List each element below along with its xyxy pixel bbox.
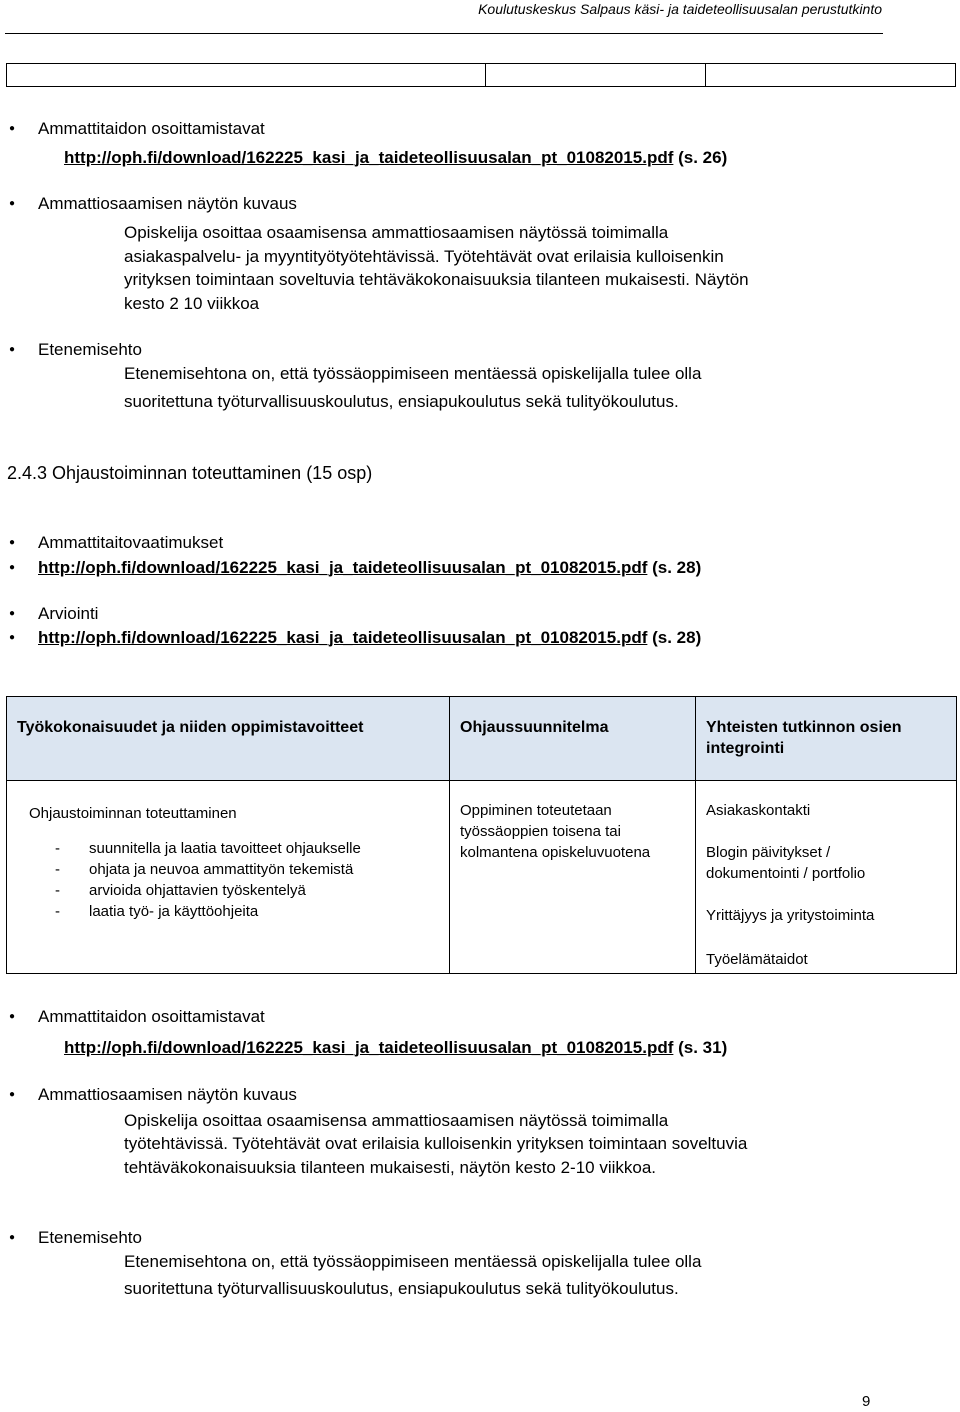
list-item: - arvioida ohjattavien työskentelyä [55, 882, 306, 899]
list-item: - laatia työ- ja käyttöohjeita [55, 903, 259, 920]
integrointi-item: Asiakaskontakti [706, 802, 811, 819]
tyokokonaisuudet-table [6, 696, 957, 974]
nayton-kuvaus-heading: Ammattiosaamisen näytön kuvaus [38, 1085, 297, 1104]
table-header-row [7, 697, 957, 781]
nayton-kuvaus-line: Opiskelija osoittaa osaamisensa ammattiosaamisen näytössä toimimalla [124, 223, 669, 242]
table-cell [696, 781, 957, 974]
etenemisehto-heading: Etenemisehto [38, 1228, 142, 1247]
section-title: 2.4.3 Ohjaustoiminnan toteuttaminen (15 osp) [7, 463, 373, 483]
page-number: 9 [862, 1393, 871, 1410]
page-reference: (s. 28) [647, 628, 702, 647]
page-reference: (s. 31) [673, 1038, 728, 1057]
nayton-kuvaus-line: Opiskelija osoittaa osaamisensa ammattiosaamisen näytössä toimimalla [124, 1111, 669, 1130]
nayton-kuvaus-line: kesto 2 10 viikkoa [124, 294, 260, 313]
column-header: Yhteisten tutkinnon osien integrointi [706, 719, 902, 757]
nayton-kuvaus-heading: Ammattiosaamisen näytön kuvaus [38, 194, 297, 213]
list-dash: - [55, 840, 60, 857]
top-table-separator [705, 64, 706, 86]
page-reference: (s. 28) [647, 558, 702, 577]
nayton-kuvaus-line: työtehtävissä. Työtehtävät ovat erilaisia kulloisenkin yrityksen toimintaan soveltuvia [124, 1134, 748, 1153]
bullet-icon: ● [9, 1011, 16, 1022]
ammattitaitovaatimukset-link-line [38, 556, 701, 579]
ohjaussuunnitelma-text: Oppiminen toteutetaan työssäoppien toisena tai kolmantena opiskeluvuotena [460, 802, 651, 861]
table-row [7, 781, 957, 974]
objectives-list [7, 824, 449, 922]
top-table-row [6, 63, 956, 87]
top-table-separator [485, 64, 486, 86]
etenemisehto-line: suoritettuna työturvallisuuskoulutus, ensiapukoulutus sekä tulityökoulutus. [124, 392, 679, 411]
oph-pdf-link[interactable]: http://oph.fi/download/162225_kasi_ja_taideteollisuusalan_pt_01082015.pdf [38, 558, 648, 577]
ammattitaitovaatimukset-heading: Ammattitaitovaatimukset [38, 533, 224, 552]
oph-pdf-link[interactable]: http://oph.fi/download/162225_kasi_ja_taideteollisuusalan_pt_01082015.pdf [64, 148, 674, 167]
table-cell [450, 781, 696, 974]
page-reference: (s. 26) [673, 148, 728, 167]
column-header: Työkokonaisuudet ja niiden oppimistavoitteet [17, 719, 364, 736]
bullet-icon: ● [9, 537, 16, 548]
nayton-kuvaus-line: tehtäväkokonaisuuksia tilanteen mukaisesti, näytön kesto 2-10 viikkoa. [124, 1158, 657, 1177]
bullet-icon: ● [9, 123, 16, 134]
list-dash: - [55, 903, 60, 920]
nayton-kuvaus-line: asiakaspalvelu- ja myyntityötyötehtävissä. Työtehtävät ovat erilaisia kulloisenkin [124, 247, 724, 266]
integrointi-item: Blogin päivitykset / dokumentointi / portfolio [706, 844, 866, 882]
list-dash: - [55, 861, 60, 878]
bullet-icon: ● [9, 562, 16, 573]
bullet-icon: ● [9, 608, 16, 619]
arviointi-link-line [38, 626, 701, 649]
table-header-cell [450, 697, 696, 781]
list-item: - ohjata ja neuvoa ammattityön tekemistä [55, 861, 354, 878]
integrointi-item: Työelämätaidot [706, 951, 808, 968]
integrointi-item: Yrittäjyys ja yritystoiminta [706, 907, 875, 924]
etenemisehto-line: suoritettuna työturvallisuuskoulutus, ensiapukoulutus sekä tulityökoulutus. [124, 1279, 679, 1298]
osoittamistavat-heading: Ammattitaidon osoittamistavat [38, 119, 265, 138]
bullet-icon: ● [9, 632, 16, 643]
column-header: Ohjaussuunnitelma [460, 719, 609, 736]
bullet-icon: ● [9, 344, 16, 355]
osoittamistavat-link-line [64, 146, 727, 169]
bullet-icon: ● [9, 1089, 16, 1100]
etenemisehto-line: Etenemisehtona on, että työssäoppimiseen mentäessä opiskelijalla tulee olla [124, 1252, 702, 1271]
table-header-cell [7, 697, 450, 781]
bullet-icon: ● [9, 198, 16, 209]
oph-pdf-link[interactable]: http://oph.fi/download/162225_kasi_ja_taideteollisuusalan_pt_01082015.pdf [64, 1038, 674, 1057]
etenemisehto-line: Etenemisehtona on, että työssäoppimiseen mentäessä opiskelijalla tulee olla [124, 364, 702, 383]
table-header-cell [696, 697, 957, 781]
nayton-kuvaus-line: yrityksen toimintaan soveltuvia tehtäväkokonaisuuksia tilanteen mukaisesti. Näytön [124, 270, 749, 289]
document-header-title: Koulutuskeskus Salpaus käsi- ja taideteollisuusalan perustutkinto [478, 1, 882, 17]
table-cell [7, 781, 450, 974]
osoittamistavat-heading: Ammattitaidon osoittamistavat [38, 1007, 265, 1026]
oph-pdf-link[interactable]: http://oph.fi/download/162225_kasi_ja_taideteollisuusalan_pt_01082015.pdf [38, 628, 648, 647]
list-dash: - [55, 882, 60, 899]
osoittamistavat-link-line [64, 1036, 727, 1059]
arviointi-heading: Arviointi [38, 604, 99, 623]
header-divider [5, 33, 883, 34]
list-item: - suunnitella ja laatia tavoitteet ohjaukselle [55, 840, 361, 857]
work-unit-title: Ohjaustoiminnan toteuttaminen [29, 805, 237, 822]
etenemisehto-heading: Etenemisehto [38, 340, 142, 359]
bullet-icon: ● [9, 1232, 16, 1243]
